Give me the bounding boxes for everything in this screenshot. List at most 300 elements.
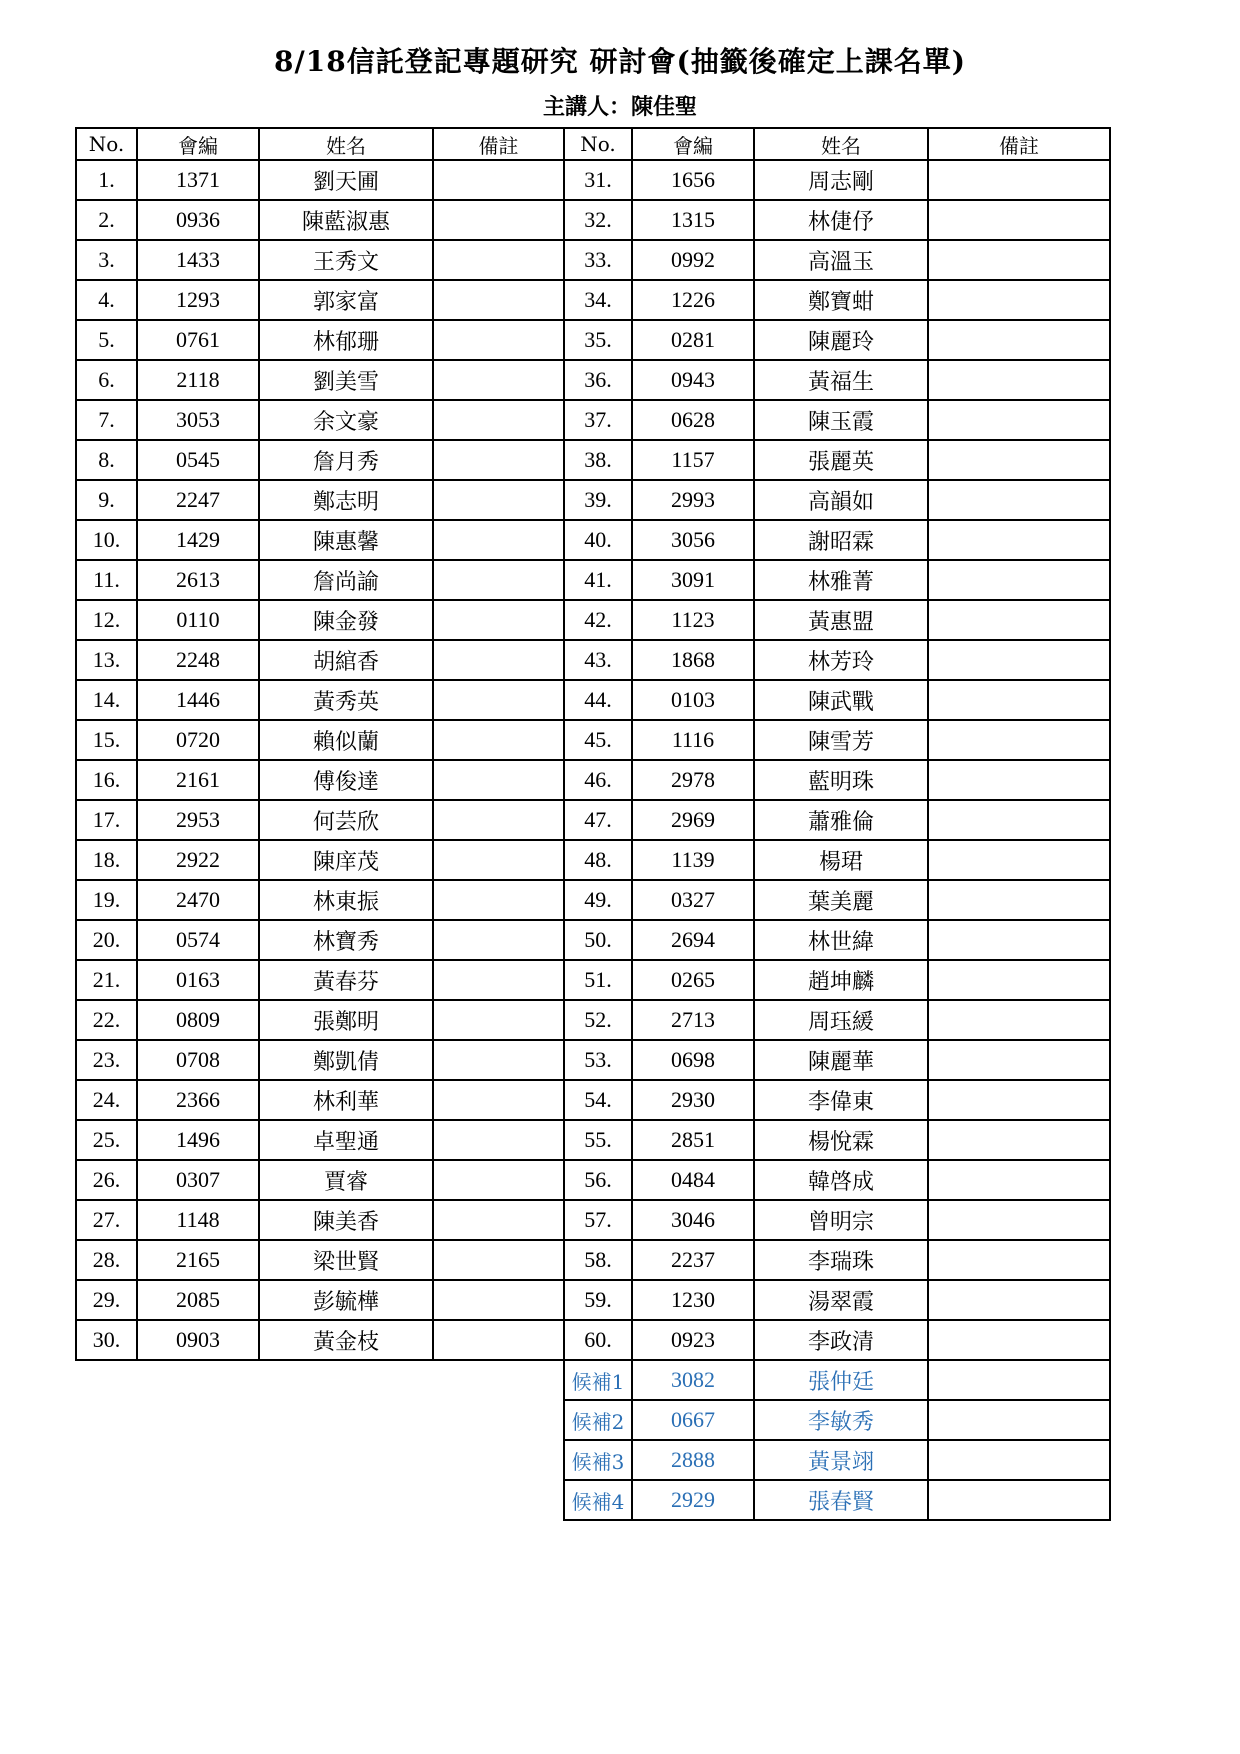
remark-cell [433,240,564,280]
remark-cell [928,960,1110,1000]
member-id: 0903 [137,1320,259,1360]
row-number: 18. [76,840,137,880]
empty-cell [76,1400,137,1440]
table-row [76,160,1110,200]
attendee-name: 郭家富 [259,280,433,320]
remark-cell [928,1320,1110,1360]
empty-cell [137,1400,259,1440]
attendee-name: 高韻如 [754,480,928,520]
row-number: 1. [76,160,137,200]
remark-cell [928,520,1110,560]
remark-cell [433,400,564,440]
row-number: 31. [564,160,632,200]
row-number: 19. [76,880,137,920]
lecturer-line: 主講人：陳佳聖 [542,94,697,120]
attendee-name: 李政清 [754,1320,928,1360]
attendee-name: 張仲廷 [754,1360,928,1400]
empty-cell [259,1480,433,1520]
member-id: 2118 [137,360,259,400]
row-number: 2. [76,200,137,240]
table-row [76,440,1110,480]
member-id: 0484 [632,1160,754,1200]
remark-cell [433,760,564,800]
attendee-name: 梁世賢 [259,1240,433,1280]
member-id: 2694 [632,920,754,960]
remark-cell [928,1040,1110,1080]
remark-cell [928,1360,1110,1400]
member-id: 1116 [632,720,754,760]
attendee-name: 陳麗華 [754,1040,928,1080]
attendee-name: 張春賢 [754,1480,928,1520]
member-id: 0307 [137,1160,259,1200]
row-number: 40. [564,520,632,560]
header-remark: 備註 [433,128,564,160]
remark-cell [433,480,564,520]
member-id: 2978 [632,760,754,800]
alternate-label: 候補4 [564,1480,632,1520]
attendee-name: 鄭志明 [259,480,433,520]
attendee-name: 李敏秀 [754,1400,928,1440]
member-id: 0667 [632,1400,754,1440]
attendee-name: 林倢伃 [754,200,928,240]
row-number: 17. [76,800,137,840]
member-id: 3056 [632,520,754,560]
member-id: 1293 [137,280,259,320]
attendee-name: 王秀文 [259,240,433,280]
remark-cell [433,1320,564,1360]
member-id: 2993 [632,480,754,520]
member-id: 3053 [137,400,259,440]
remark-cell [928,600,1110,640]
table-row [76,1240,1110,1280]
table-row [76,1040,1110,1080]
table-row [76,800,1110,840]
attendee-name: 黃惠盟 [754,600,928,640]
header-member-id: 會編 [632,128,754,160]
row-number: 42. [564,600,632,640]
attendee-name: 黃金枝 [259,1320,433,1360]
alternate-row [76,1480,1110,1520]
member-id: 2165 [137,1240,259,1280]
empty-cell [137,1360,259,1400]
remark-cell [433,960,564,1000]
table-row [76,880,1110,920]
row-number: 23. [76,1040,137,1080]
remark-cell [928,240,1110,280]
attendee-name: 韓啓成 [754,1160,928,1200]
attendee-name: 黃福生 [754,360,928,400]
row-number: 56. [564,1160,632,1200]
row-number: 45. [564,720,632,760]
attendee-name: 周志剛 [754,160,928,200]
remark-cell [928,160,1110,200]
header-name: 姓名 [754,128,928,160]
empty-cell [259,1360,433,1400]
attendee-name: 藍明珠 [754,760,928,800]
table-row [76,360,1110,400]
table-row [76,1080,1110,1120]
attendee-name: 陳雪芳 [754,720,928,760]
remark-cell [928,200,1110,240]
member-id: 1433 [137,240,259,280]
attendee-name: 林芳玲 [754,640,928,680]
row-number: 3. [76,240,137,280]
row-number: 36. [564,360,632,400]
remark-cell [928,360,1110,400]
row-number: 27. [76,1200,137,1240]
row-number: 53. [564,1040,632,1080]
empty-cell [76,1480,137,1520]
remark-cell [433,280,564,320]
remark-cell [433,880,564,920]
table-row [76,1280,1110,1320]
member-id: 2922 [137,840,259,880]
attendee-name: 詹尚諭 [259,560,433,600]
row-number: 6. [76,360,137,400]
member-id: 0545 [137,440,259,480]
row-number: 49. [564,880,632,920]
row-number: 24. [76,1080,137,1120]
empty-cell [433,1480,564,1520]
attendee-name: 林東振 [259,880,433,920]
attendee-name: 李偉東 [754,1080,928,1120]
member-id: 1123 [632,600,754,640]
page-title: 8/18信託登記專題研究 研討會(抽籤後確定上課名單) [274,45,966,78]
table-row [76,200,1110,240]
member-id: 2247 [137,480,259,520]
header-no: No. [564,128,632,160]
alternate-row [76,1360,1110,1400]
table-row [76,600,1110,640]
member-id: 0698 [632,1040,754,1080]
member-id: 0327 [632,880,754,920]
row-number: 20. [76,920,137,960]
alternate-label: 候補3 [564,1440,632,1480]
remark-cell [433,160,564,200]
member-id: 2929 [632,1480,754,1520]
remark-cell [433,1040,564,1080]
table-row [76,480,1110,520]
member-id: 2953 [137,800,259,840]
member-id: 1656 [632,160,754,200]
member-id: 1868 [632,640,754,680]
row-number: 11. [76,560,137,600]
member-id: 2237 [632,1240,754,1280]
remark-cell [433,1080,564,1120]
row-number: 43. [564,640,632,680]
remark-cell [433,1120,564,1160]
attendee-name: 林世緯 [754,920,928,960]
remark-cell [928,1000,1110,1040]
row-number: 59. [564,1280,632,1320]
table-row [76,1160,1110,1200]
attendee-name: 陳麗玲 [754,320,928,360]
remark-cell [928,1440,1110,1480]
row-number: 16. [76,760,137,800]
row-number: 50. [564,920,632,960]
attendee-name: 楊悅霖 [754,1120,928,1160]
row-number: 21. [76,960,137,1000]
table-row [76,240,1110,280]
member-id: 0110 [137,600,259,640]
member-id: 2713 [632,1000,754,1040]
attendee-name: 陳惠馨 [259,520,433,560]
remark-cell [928,680,1110,720]
table-row [76,560,1110,600]
attendee-name: 黃景翊 [754,1440,928,1480]
member-id: 0809 [137,1000,259,1040]
empty-cell [137,1440,259,1480]
row-number: 60. [564,1320,632,1360]
empty-cell [259,1440,433,1480]
row-number: 51. [564,960,632,1000]
table-row [76,640,1110,680]
row-number: 41. [564,560,632,600]
member-id: 1148 [137,1200,259,1240]
member-id: 1315 [632,200,754,240]
table-row [76,1320,1110,1360]
attendee-name: 張麗英 [754,440,928,480]
remark-cell [928,840,1110,880]
member-id: 0163 [137,960,259,1000]
remark-cell [928,280,1110,320]
member-id: 0761 [137,320,259,360]
attendee-name: 曾明宗 [754,1200,928,1240]
member-id: 1226 [632,280,754,320]
attendee-name: 周珏緩 [754,1000,928,1040]
remark-cell [928,1480,1110,1520]
remark-cell [433,920,564,960]
header-remark: 備註 [928,128,1110,160]
member-id: 2969 [632,800,754,840]
remark-cell [433,1240,564,1280]
remark-cell [928,480,1110,520]
attendee-name: 李瑞珠 [754,1240,928,1280]
remark-cell [928,320,1110,360]
attendee-name: 卓聖通 [259,1120,433,1160]
attendee-name: 鄭凱倩 [259,1040,433,1080]
empty-cell [76,1360,137,1400]
attendee-name: 張鄭明 [259,1000,433,1040]
attendee-name: 陳庠茂 [259,840,433,880]
empty-cell [137,1480,259,1520]
attendee-name: 林郁珊 [259,320,433,360]
member-id: 2248 [137,640,259,680]
remark-cell [928,1400,1110,1440]
member-id: 1371 [137,160,259,200]
member-id: 1157 [632,440,754,480]
remark-cell [433,840,564,880]
member-id: 0943 [632,360,754,400]
header-member-id: 會編 [137,128,259,160]
remark-cell [433,1160,564,1200]
remark-cell [433,320,564,360]
row-number: 15. [76,720,137,760]
remark-cell [433,680,564,720]
member-id: 2888 [632,1440,754,1480]
attendee-name: 楊珺 [754,840,928,880]
remark-cell [928,1160,1110,1200]
member-id: 0281 [632,320,754,360]
attendee-name: 林雅菁 [754,560,928,600]
row-number: 12. [76,600,137,640]
attendee-name: 賈睿 [259,1160,433,1200]
member-id: 1230 [632,1280,754,1320]
remark-cell [928,920,1110,960]
remark-cell [928,1120,1110,1160]
table-row [76,280,1110,320]
table-row [76,1200,1110,1240]
remark-cell [433,1200,564,1240]
attendee-name: 傅俊達 [259,760,433,800]
attendee-name: 葉美麗 [754,880,928,920]
row-number: 34. [564,280,632,320]
member-id: 0923 [632,1320,754,1360]
remark-cell [928,400,1110,440]
empty-cell [433,1400,564,1440]
attendee-name: 鄭寶蚶 [754,280,928,320]
table-row [76,920,1110,960]
row-number: 54. [564,1080,632,1120]
table-row [76,960,1110,1000]
row-number: 5. [76,320,137,360]
member-id: 0103 [632,680,754,720]
member-id: 0574 [137,920,259,960]
member-id: 3082 [632,1360,754,1400]
attendee-name: 林寶秀 [259,920,433,960]
remark-cell [433,800,564,840]
remark-cell [928,1080,1110,1120]
attendee-name: 賴似蘭 [259,720,433,760]
table-row [76,720,1110,760]
remark-cell [928,880,1110,920]
row-number: 35. [564,320,632,360]
row-number: 25. [76,1120,137,1160]
empty-cell [433,1360,564,1400]
remark-cell [928,440,1110,480]
attendee-name: 陳金發 [259,600,433,640]
row-number: 38. [564,440,632,480]
table-row [76,840,1110,880]
row-number: 26. [76,1160,137,1200]
attendee-name: 劉美雪 [259,360,433,400]
row-number: 57. [564,1200,632,1240]
attendee-name: 陳武戰 [754,680,928,720]
member-id: 2366 [137,1080,259,1120]
remark-cell [433,640,564,680]
row-number: 58. [564,1240,632,1280]
table-row [76,680,1110,720]
member-id: 1429 [137,520,259,560]
table-row [76,520,1110,560]
attendee-table [75,127,1111,1521]
member-id: 0708 [137,1040,259,1080]
row-number: 48. [564,840,632,880]
alternate-label: 候補2 [564,1400,632,1440]
attendee-name: 謝昭霖 [754,520,928,560]
remark-cell [433,600,564,640]
empty-cell [433,1440,564,1480]
member-id: 3091 [632,560,754,600]
attendee-name: 陳玉霞 [754,400,928,440]
header-name: 姓名 [259,128,433,160]
row-number: 55. [564,1120,632,1160]
member-id: 1446 [137,680,259,720]
remark-cell [433,720,564,760]
remark-cell [433,1280,564,1320]
member-id: 1139 [632,840,754,880]
attendee-name: 高溫玉 [754,240,928,280]
remark-cell [433,520,564,560]
remark-cell [928,1200,1110,1240]
attendee-name: 湯翠霞 [754,1280,928,1320]
member-id: 2085 [137,1280,259,1320]
attendee-name: 詹月秀 [259,440,433,480]
row-number: 9. [76,480,137,520]
member-id: 2470 [137,880,259,920]
row-number: 13. [76,640,137,680]
table-row [76,1120,1110,1160]
table-header-row [76,128,1110,160]
row-number: 29. [76,1280,137,1320]
row-number: 7. [76,400,137,440]
attendee-name: 林利華 [259,1080,433,1120]
empty-cell [76,1440,137,1480]
table-row [76,1000,1110,1040]
member-id: 0936 [137,200,259,240]
member-id: 2613 [137,560,259,600]
header-no: No. [76,128,137,160]
member-id: 1496 [137,1120,259,1160]
remark-cell [433,1000,564,1040]
row-number: 4. [76,280,137,320]
attendee-name: 劉天圃 [259,160,433,200]
alternate-row [76,1440,1110,1480]
row-number: 33. [564,240,632,280]
row-number: 8. [76,440,137,480]
empty-cell [259,1400,433,1440]
alternate-row [76,1400,1110,1440]
row-number: 52. [564,1000,632,1040]
attendee-name: 胡綰香 [259,640,433,680]
attendee-name: 余文豪 [259,400,433,440]
member-id: 0628 [632,400,754,440]
attendee-name: 黃秀英 [259,680,433,720]
table-row [76,320,1110,360]
member-id: 2161 [137,760,259,800]
table-row [76,760,1110,800]
attendee-name: 趙坤麟 [754,960,928,1000]
remark-cell [433,440,564,480]
remark-cell [928,1280,1110,1320]
alternate-label: 候補1 [564,1360,632,1400]
member-id: 0720 [137,720,259,760]
remark-cell [433,360,564,400]
member-id: 2930 [632,1080,754,1120]
attendee-name: 何芸欣 [259,800,433,840]
row-number: 46. [564,760,632,800]
attendee-name: 陳藍淑惠 [259,200,433,240]
member-id: 3046 [632,1200,754,1240]
remark-cell [433,560,564,600]
remark-cell [928,760,1110,800]
attendee-name: 黃春芬 [259,960,433,1000]
attendee-name: 彭毓樺 [259,1280,433,1320]
remark-cell [433,200,564,240]
remark-cell [928,560,1110,600]
remark-cell [928,1240,1110,1280]
row-number: 30. [76,1320,137,1360]
